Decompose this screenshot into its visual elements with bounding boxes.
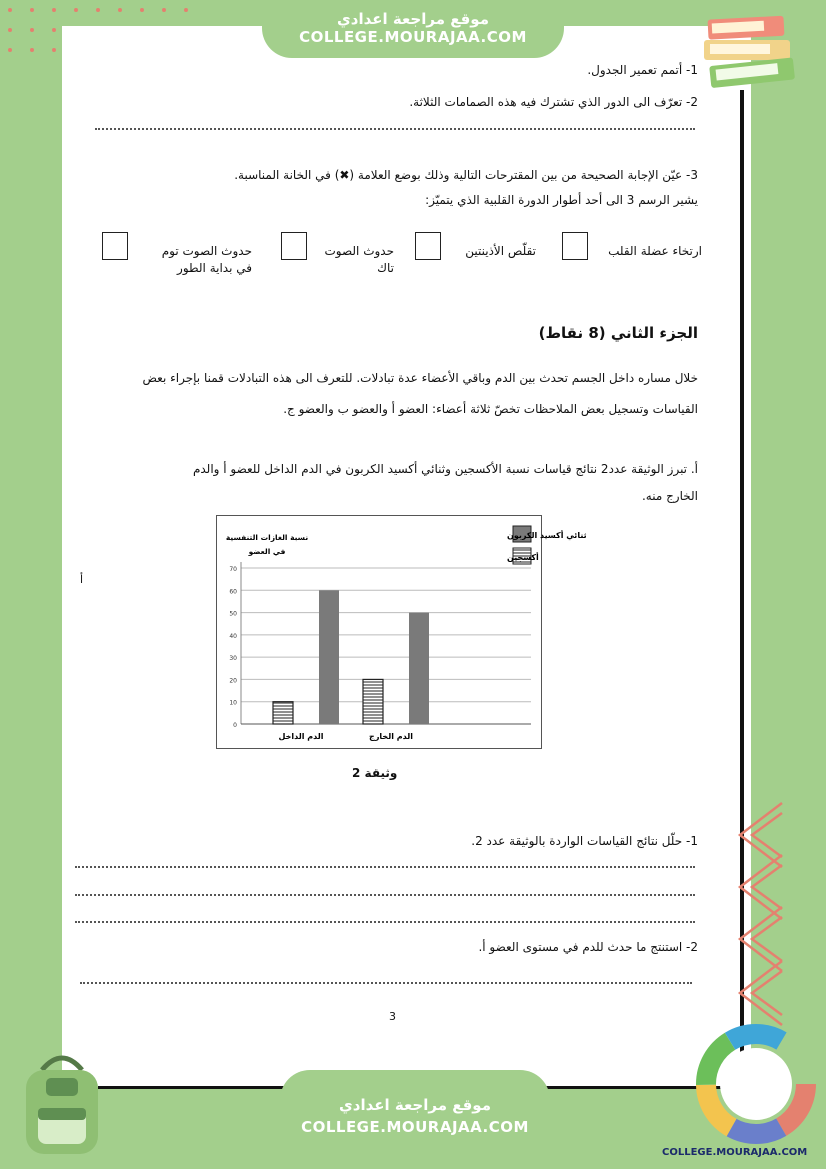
decorative-dot bbox=[52, 8, 56, 12]
question-3-subtext: يشير الرسم 3 الى أحد أطوار الدورة القلبية الذي يتميّز: bbox=[425, 193, 698, 207]
part-2-title: الجزء الثاني (8 نقاط) bbox=[538, 324, 698, 342]
part-2-intro-line-1: خلال مساره داخل الجسم تحدث بين الدم وباقي الأعضاء عدة تبادلات. للتعرف الى هذه التبادلات قمنا بإجراء بعض bbox=[142, 371, 698, 385]
legend-label: ثنائي أكسيد الكربون bbox=[507, 531, 587, 540]
option-checkbox-atria-contraction[interactable] bbox=[415, 232, 441, 260]
decorative-dot bbox=[52, 48, 56, 52]
footer-banner[interactable] bbox=[280, 1070, 550, 1169]
section-a-line-2: الخارج منه. bbox=[641, 489, 698, 503]
answer-line[interactable] bbox=[75, 921, 695, 923]
bar-co2-1 bbox=[409, 613, 429, 724]
decorative-dot bbox=[140, 8, 144, 12]
option-label-sound-toum: حدوث الصوت توم في بداية الطور bbox=[161, 244, 252, 275]
y-tick-label: 50 bbox=[229, 610, 237, 618]
question-2-deduce: 2- استنتج ما حدث للدم في مستوى العضو أ. bbox=[478, 940, 698, 954]
bar-chart bbox=[217, 516, 587, 748]
bar-oxygen-0 bbox=[273, 702, 293, 724]
y-tick-label: 30 bbox=[229, 655, 237, 663]
x-category-label: الدم الخارج bbox=[369, 732, 413, 741]
x-category-label: الدم الداخل bbox=[278, 732, 324, 741]
decorative-dot bbox=[96, 8, 100, 12]
decorative-dot bbox=[30, 48, 34, 52]
section-a-line-1: أ. تبرز الوثيقة عدد2 نتائج قياسات نسبة الأكسجين وثنائي أكسيد الكربون في الدم الداخل للعضو أ والدم bbox=[192, 462, 698, 476]
question-2-identify-role: 2- تعرّف الى الدور الذي تشترك فيه هذه الصمامات الثلاثة. bbox=[409, 95, 698, 109]
y-tick-label: 40 bbox=[229, 632, 237, 640]
question-1-complete-table: 1- أتمم تعمير الجدول. bbox=[587, 63, 698, 77]
decorative-dot bbox=[8, 28, 12, 32]
bar-co2-0 bbox=[319, 590, 339, 724]
backpack-icon bbox=[12, 1050, 112, 1160]
header-banner[interactable] bbox=[262, 0, 564, 58]
y-axis-label: نسبة الغازات التنفسية bbox=[225, 533, 309, 542]
option-label-relaxation: ارتخاء عضلة القلب bbox=[608, 244, 702, 258]
decorative-dot bbox=[162, 8, 166, 12]
chart-frame bbox=[216, 515, 587, 749]
chevron-decoration-icon bbox=[730, 795, 790, 1035]
y-tick-label: 10 bbox=[229, 699, 237, 707]
header-site-arabic: موقع مراجعة اعدادي bbox=[337, 10, 489, 28]
legend-label: أكسجين bbox=[507, 553, 539, 562]
option-checkbox-relaxation[interactable] bbox=[562, 232, 588, 260]
decorative-dot bbox=[30, 28, 34, 32]
decorative-dot bbox=[118, 8, 122, 12]
decorative-dot bbox=[52, 28, 56, 32]
side-letter: أ bbox=[80, 573, 84, 586]
option-label-atria-contraction: تقلّص الأذينتين bbox=[465, 244, 536, 258]
answer-line[interactable] bbox=[80, 982, 692, 984]
decorative-dot bbox=[30, 8, 34, 12]
footer-site-arabic: موقع مراجعة اعدادي bbox=[339, 1096, 491, 1114]
answer-line[interactable] bbox=[75, 866, 695, 868]
y-tick-label: 60 bbox=[229, 588, 237, 596]
question-1-analyze: 1- حلّل نتائج القياسات الواردة بالوثيقة عدد 2. bbox=[471, 834, 698, 848]
part-2-intro-line-2: القياسات وتسجيل بعض الملاحظات تخصّ ثلاثة أعضاء: العضو أ والعضو ب والعضو ج. bbox=[283, 402, 698, 416]
page-number: 3 bbox=[389, 1010, 396, 1023]
decorative-dot bbox=[8, 48, 12, 52]
answer-line[interactable] bbox=[95, 128, 695, 130]
option-checkbox-sound-tak[interactable] bbox=[281, 232, 307, 260]
decorative-dot bbox=[8, 8, 12, 12]
site-logo-icon bbox=[694, 1022, 818, 1146]
books-icon bbox=[700, 14, 805, 96]
logo-url[interactable]: COLLEGE.MOURAJAA.COM bbox=[662, 1147, 808, 1158]
y-axis-label: في العضو bbox=[248, 547, 286, 556]
option-checkbox-sound-toum[interactable] bbox=[102, 232, 128, 260]
footer-site-url[interactable]: COLLEGE.MOURAJAA.COM bbox=[301, 1118, 529, 1136]
document-caption: وثيقة 2 bbox=[352, 766, 398, 780]
y-tick-label: 20 bbox=[229, 677, 237, 685]
answer-line[interactable] bbox=[75, 894, 695, 896]
option-label-sound-tak: حدوث الصوت تاك bbox=[324, 244, 394, 275]
question-3-choose-answer: 3- عيّن الإجابة الصحيحة من بين المقترحات التالية وذلك بوضع العلامة (✖) في الخانة المناسبة. bbox=[234, 168, 698, 182]
y-tick-label: 0 bbox=[233, 722, 237, 729]
decorative-dot bbox=[184, 8, 188, 12]
bar-oxygen-1 bbox=[363, 679, 383, 724]
header-site-url[interactable]: COLLEGE.MOURAJAA.COM bbox=[299, 28, 527, 46]
decorative-dot bbox=[74, 8, 78, 12]
y-tick-label: 70 bbox=[229, 566, 237, 573]
